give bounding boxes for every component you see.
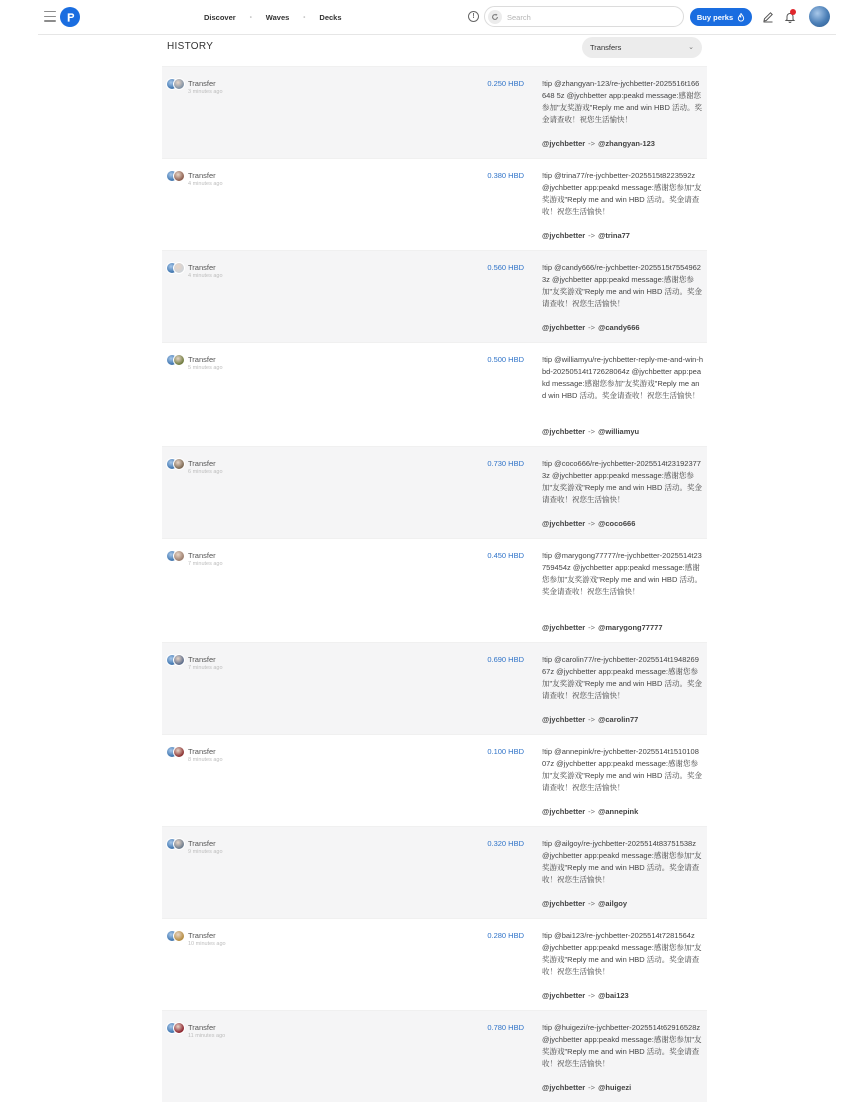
transfer-amount[interactable]: 0.690 HBD bbox=[487, 655, 524, 664]
transfer-memo: !tip @carolin77/re-jychbetter-2025514t194826967z @jychbetter app:peakd message:感谢您参加"友奖游戏"Reply me and win HBD 活动。奖金请查收！祝您生活愉快！ bbox=[542, 655, 702, 700]
operation-time: 4 minutes ago bbox=[188, 273, 223, 279]
transfer-amount[interactable]: 0.500 HBD bbox=[487, 355, 524, 364]
avatar-pair bbox=[166, 458, 186, 470]
sender-link[interactable]: @jychbetter bbox=[542, 323, 586, 332]
receiver-link[interactable]: @coco666 bbox=[598, 519, 636, 528]
history-row bbox=[162, 66, 707, 158]
arrow-icon: -> bbox=[588, 519, 596, 528]
chevron-down-icon: ⌄ bbox=[688, 44, 694, 51]
receiver-avatar[interactable] bbox=[173, 170, 185, 182]
operation-type: Transfer bbox=[188, 459, 216, 468]
transfer-memo: !tip @williamyu/re-jychbetter-reply-me-and-win-hbd-20250514t172628064z @jychbetter app:peakd message:感谢您参加"友奖游戏"Reply me and win HBD 活动。奖金请查收！祝您生活愉快！ bbox=[542, 355, 703, 400]
receiver-avatar[interactable] bbox=[173, 1022, 185, 1034]
receiver-link[interactable]: @annepink bbox=[598, 807, 639, 816]
arrow-icon: -> bbox=[588, 427, 596, 436]
arrow-icon: -> bbox=[588, 323, 596, 332]
operation-time: 7 minutes ago bbox=[188, 665, 223, 671]
receiver-link[interactable]: @trina77 bbox=[598, 231, 630, 240]
refresh-icon[interactable] bbox=[488, 10, 502, 24]
transfer-amount[interactable]: 0.380 HBD bbox=[487, 171, 524, 180]
operation-time: 10 minutes ago bbox=[188, 941, 226, 947]
nav-separator: • bbox=[249, 14, 252, 21]
history-row bbox=[162, 734, 707, 826]
from-to bbox=[542, 139, 655, 148]
receiver-avatar[interactable] bbox=[173, 746, 185, 758]
receiver-avatar[interactable] bbox=[173, 930, 185, 942]
transfer-amount[interactable]: 0.100 HBD bbox=[487, 747, 524, 756]
arrow-icon: -> bbox=[588, 1083, 596, 1092]
operation-time: 7 minutes ago bbox=[188, 561, 223, 567]
history-row bbox=[162, 342, 707, 446]
operation-type: Transfer bbox=[188, 839, 216, 848]
transfer-memo: !tip @candy666/re-jychbetter-2025515t75549623z @jychbetter app:peakd message:感谢您参加"友奖游戏"Reply me and win HBD 活动。奖金请查收！祝您生活愉快！ bbox=[542, 263, 702, 308]
sender-link[interactable]: @jychbetter bbox=[542, 991, 586, 1000]
page-title: HISTORY bbox=[167, 41, 214, 52]
sender-link[interactable]: @jychbetter bbox=[542, 427, 586, 436]
user-avatar[interactable] bbox=[809, 6, 830, 27]
transfer-memo: !tip @annepink/re-jychbetter-2025514t151010807z @jychbetter app:peakd message:感谢您参加"友奖游戏"Reply me and win HBD 活动。奖金请查收！祝您生活愉快！ bbox=[542, 747, 702, 792]
receiver-avatar[interactable] bbox=[173, 458, 185, 470]
notification-badge bbox=[790, 9, 796, 15]
from-to bbox=[542, 807, 638, 816]
avatar-pair bbox=[166, 838, 186, 850]
history-row bbox=[162, 446, 707, 538]
operation-type: Transfer bbox=[188, 655, 216, 664]
avatar-pair bbox=[166, 78, 186, 90]
arrow-icon: -> bbox=[588, 139, 596, 148]
pen-icon[interactable] bbox=[762, 11, 774, 23]
arrow-icon: -> bbox=[588, 623, 596, 632]
avatar-pair bbox=[166, 354, 186, 366]
buy-perks-label: Buy perks bbox=[696, 12, 734, 22]
receiver-link[interactable]: @bai123 bbox=[598, 991, 629, 1000]
buy-perks-button[interactable] bbox=[690, 8, 752, 26]
history-row bbox=[162, 1010, 707, 1102]
from-to bbox=[542, 623, 663, 632]
receiver-link[interactable]: @marygong77777 bbox=[598, 623, 663, 632]
avatar-pair bbox=[166, 550, 186, 562]
main-nav bbox=[204, 13, 342, 22]
menu-icon[interactable] bbox=[44, 11, 56, 22]
history-filter-select[interactable] bbox=[582, 37, 702, 58]
receiver-link[interactable]: @huigezi bbox=[598, 1083, 632, 1092]
nav-discover[interactable]: Discover bbox=[204, 13, 236, 22]
receiver-link[interactable]: @williamyu bbox=[598, 427, 640, 436]
history-row bbox=[162, 158, 707, 250]
from-to bbox=[542, 899, 627, 908]
arrow-icon: -> bbox=[588, 991, 596, 1000]
from-to bbox=[542, 715, 638, 724]
receiver-avatar[interactable] bbox=[173, 262, 185, 274]
transfer-amount[interactable]: 0.320 HBD bbox=[487, 839, 524, 848]
operation-time: 9 minutes ago bbox=[188, 849, 223, 855]
receiver-link[interactable]: @candy666 bbox=[598, 323, 640, 332]
operation-type: Transfer bbox=[188, 931, 216, 940]
search-bar bbox=[484, 6, 684, 27]
transfer-amount[interactable]: 0.280 HBD bbox=[487, 931, 524, 940]
history-row bbox=[162, 826, 707, 918]
operation-time: 5 minutes ago bbox=[188, 365, 223, 371]
operation-time: 8 minutes ago bbox=[188, 757, 223, 763]
avatar-pair bbox=[166, 654, 186, 666]
operation-time: 4 minutes ago bbox=[188, 181, 223, 187]
operation-time: 11 minutes ago bbox=[188, 1033, 226, 1039]
operation-time: 3 minutes ago bbox=[188, 89, 223, 95]
filter-selected-value: Transfers bbox=[590, 43, 622, 52]
help-icon[interactable]: ! bbox=[468, 11, 479, 22]
nav-decks[interactable]: Decks bbox=[319, 13, 342, 22]
receiver-avatar[interactable] bbox=[173, 354, 185, 366]
operation-type: Transfer bbox=[188, 355, 216, 364]
arrow-icon: -> bbox=[588, 231, 596, 240]
history-row bbox=[162, 538, 707, 642]
from-to bbox=[542, 519, 635, 528]
operation-time: 6 minutes ago bbox=[188, 469, 223, 475]
sender-link[interactable]: @jychbetter bbox=[542, 231, 586, 240]
avatar-pair bbox=[166, 170, 186, 182]
operation-type: Transfer bbox=[188, 79, 216, 88]
transfer-memo: !tip @huigezi/re-jychbetter-2025514t62916528z @jychbetter app:peakd message:感谢您参加"友奖游戏"Reply me and win HBD 活动。奖金请查收！祝您生活愉快！ bbox=[542, 1023, 702, 1068]
flame-icon bbox=[737, 13, 745, 22]
history-row bbox=[162, 250, 707, 342]
transfer-amount[interactable]: 0.730 HBD bbox=[487, 459, 524, 468]
peakd-logo-icon[interactable] bbox=[60, 7, 80, 27]
history-row bbox=[162, 918, 707, 1010]
sender-link[interactable]: @jychbetter bbox=[542, 519, 586, 528]
sender-link[interactable]: @jychbetter bbox=[542, 899, 586, 908]
operation-type: Transfer bbox=[188, 171, 216, 180]
operation-type: Transfer bbox=[188, 551, 216, 560]
search-input[interactable] bbox=[507, 10, 677, 24]
transfer-memo: !tip @coco666/re-jychbetter-2025514t231923773z @jychbetter app:peakd message:感谢您参加"友奖游戏"Reply me and win HBD 活动。奖金请查收！祝您生活愉快！ bbox=[542, 459, 702, 504]
receiver-avatar[interactable] bbox=[173, 654, 185, 666]
avatar-pair bbox=[166, 1022, 186, 1034]
history-list bbox=[162, 66, 707, 1102]
receiver-link[interactable]: @carolin77 bbox=[598, 715, 639, 724]
arrow-icon: -> bbox=[588, 715, 596, 724]
from-to bbox=[542, 1083, 631, 1092]
receiver-avatar[interactable] bbox=[173, 78, 185, 90]
nav-separator: • bbox=[303, 14, 306, 21]
avatar-pair bbox=[166, 262, 186, 274]
transfer-memo: !tip @ailgoy/re-jychbetter-2025514t83751538z @jychbetter app:peakd message:感谢您参加"友奖游戏"Reply me and win HBD 活动。奖金请查收！祝您生活愉快！ bbox=[542, 839, 702, 884]
top-navbar bbox=[38, 0, 836, 35]
sender-link[interactable]: @jychbetter bbox=[542, 1083, 586, 1092]
transfer-memo: !tip @trina77/re-jychbetter-2025515t8223592z @jychbetter app:peakd message:感谢您参加"友奖游戏"Reply me and win HBD 活动。奖金请查收！祝您生活愉快！ bbox=[542, 171, 702, 216]
arrow-icon: -> bbox=[588, 807, 596, 816]
receiver-link[interactable]: @ailgoy bbox=[598, 899, 628, 908]
sender-link[interactable]: @jychbetter bbox=[542, 807, 586, 816]
receiver-avatar[interactable] bbox=[173, 838, 185, 850]
transfer-amount[interactable]: 0.250 HBD bbox=[487, 79, 524, 88]
history-row bbox=[162, 642, 707, 734]
sender-link[interactable]: @jychbetter bbox=[542, 623, 586, 632]
transfer-memo: !tip @marygong77777/re-jychbetter-2025514t23759454z @jychbetter app:peakd message:感谢您参加"友奖游戏"Reply me and win HBD 活动。奖金请查收！祝您生活愉快！ bbox=[542, 551, 702, 596]
transfer-amount[interactable]: 0.560 HBD bbox=[487, 263, 524, 272]
from-to bbox=[542, 323, 640, 332]
transfer-memo: !tip @bai123/re-jychbetter-2025514t7281564z @jychbetter app:peakd message:感谢您参加"友奖游戏"Reply me and win HBD 活动。奖金请查收！祝您生活愉快！ bbox=[542, 931, 702, 976]
sender-link[interactable]: @jychbetter bbox=[542, 139, 586, 148]
avatar-pair bbox=[166, 930, 186, 942]
avatar-pair bbox=[166, 746, 186, 758]
transfer-memo: !tip @zhangyan-123/re-jychbetter-2025516t166648 5z @jychbetter app:peakd message:感谢您参加"友奖游戏"Reply me and win HBD 活动。奖金请查收！祝您生活愉快！ bbox=[542, 79, 702, 124]
from-to bbox=[542, 991, 629, 1000]
from-to bbox=[542, 427, 639, 436]
transfer-amount[interactable]: 0.450 HBD bbox=[487, 551, 524, 560]
receiver-avatar[interactable] bbox=[173, 550, 185, 562]
arrow-icon: -> bbox=[588, 899, 596, 908]
operation-type: Transfer bbox=[188, 263, 216, 272]
transfer-amount[interactable]: 0.780 HBD bbox=[487, 1023, 524, 1032]
operation-type: Transfer bbox=[188, 747, 216, 756]
sender-link[interactable]: @jychbetter bbox=[542, 715, 586, 724]
from-to bbox=[542, 231, 630, 240]
receiver-link[interactable]: @zhangyan-123 bbox=[598, 139, 655, 148]
nav-waves[interactable]: Waves bbox=[265, 13, 290, 22]
operation-type: Transfer bbox=[188, 1023, 216, 1032]
